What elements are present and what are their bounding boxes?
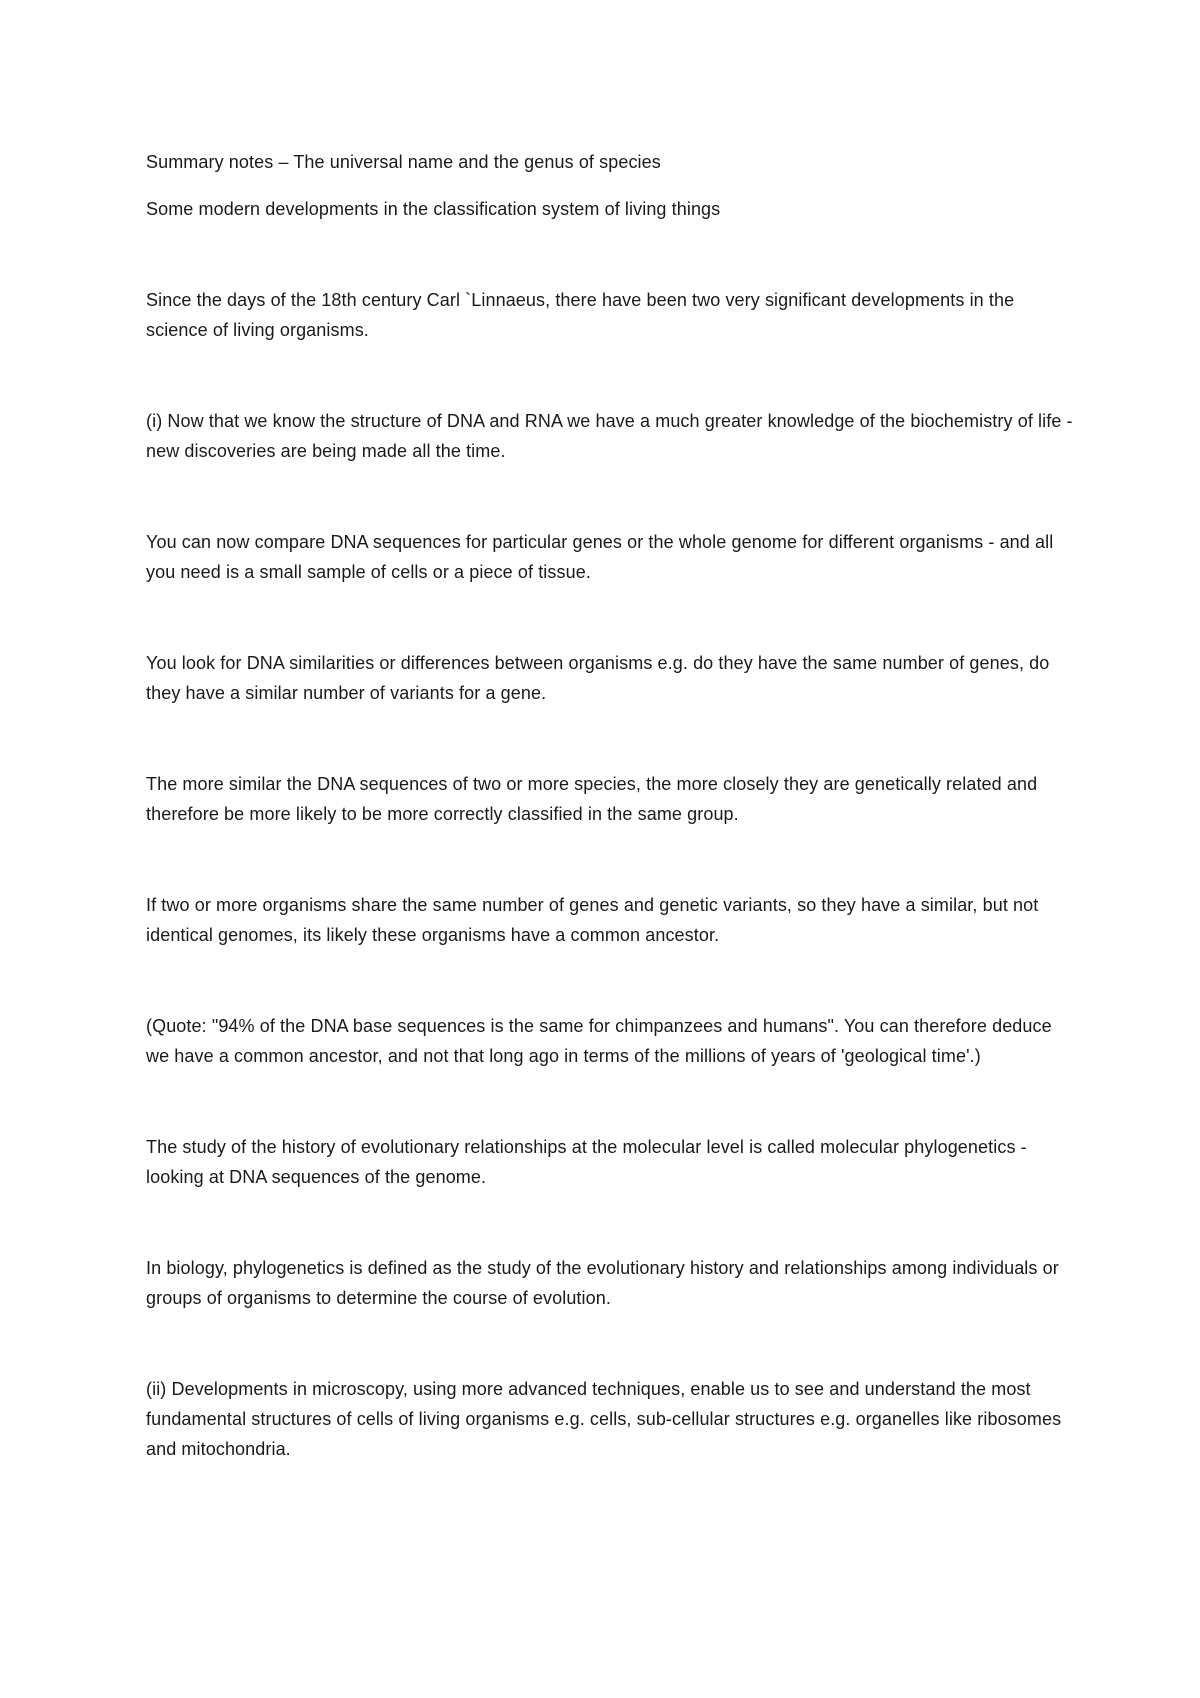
paragraph-common-ancestor: If two or more organisms share the same number of genes and genetic variants, so they have a similar, but not identical genomes, its likely these organisms have a common ancestor. — [146, 895, 1039, 945]
document-body — [146, 147, 1076, 1464]
paragraph-molecular-phylogenetics: The study of the history of evolutionary relationships at the molecular level is called molecular phylogenetics - looking at DNA sequences of the genome. — [146, 1137, 1027, 1187]
paragraph-classification: The more similar the DNA sequences of two or more species, the more closely they are genetically related and therefore be more likely to be more correctly classified in the same group. — [146, 774, 1038, 824]
paragraph-dna-rna: (i) Now that we know the structure of DNA and RNA we have a much greater knowledge of the biochemistry of life - new discoveries are being made all the time. — [146, 411, 1073, 461]
document-title: Summary notes – The universal name and the genus of species — [146, 152, 661, 172]
paragraph-similarities: You look for DNA similarities or differences between organisms e.g. do they have the same number of genes, do they have a similar number of variants for a gene. — [146, 653, 1050, 703]
paragraph-linnaeus: Since the days of the 18th century Carl `Linnaeus, there have been two very significant developments in the science of living organisms. — [146, 290, 1015, 340]
paragraph-quote: (Quote: "94% of the DNA base sequences is the same for chimpanzees and humans". You can therefore deduce we have a common ancestor, and not that long ago in terms of the millions of years of 'geological time'.) — [146, 1016, 1052, 1066]
paragraph-phylogenetics-definition: In biology, phylogenetics is defined as the study of the evolutionary history and relationships among individuals or groups of organisms to determine the course of evolution. — [146, 1258, 1059, 1308]
paragraph-compare-dna: You can now compare DNA sequences for particular genes or the whole genome for different organisms - and all you need is a small sample of cells or a piece of tissue. — [146, 532, 1054, 582]
document-subtitle: Some modern developments in the classification system of living things — [146, 199, 721, 219]
paragraph-microscopy: (ii) Developments in microscopy, using more advanced techniques, enable us to see and understand the most fundamental structures of cells of living organisms e.g. cells, sub-cellular structures e.g. organelles like ribosomes and mitochondria. — [146, 1379, 1062, 1459]
